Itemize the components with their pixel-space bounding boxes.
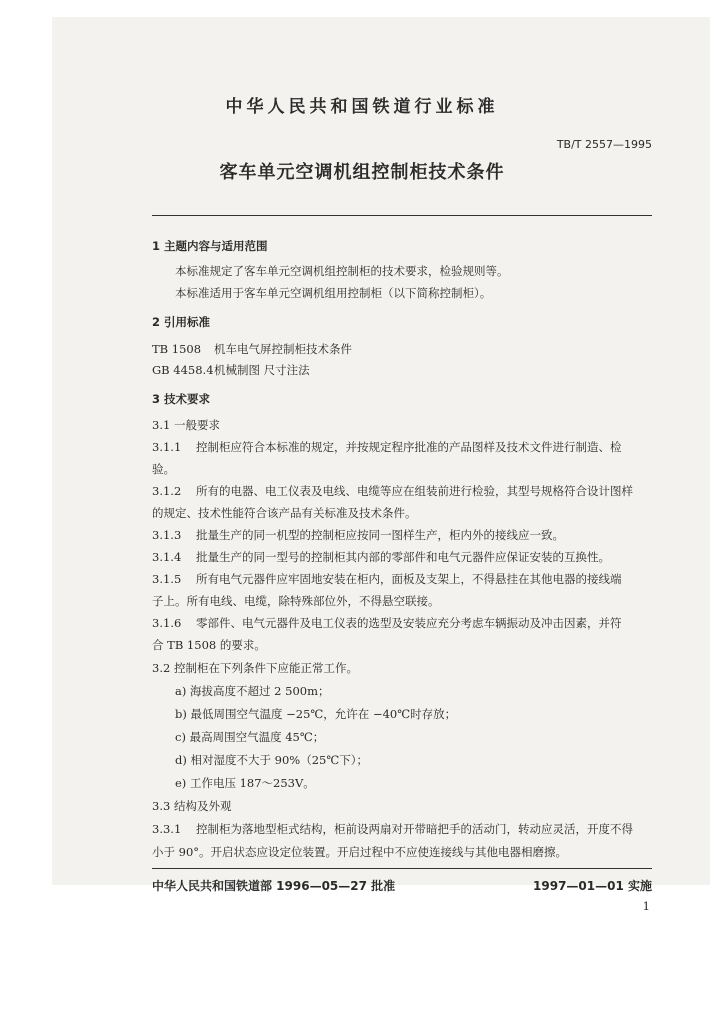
header-divider — [152, 215, 652, 216]
page-number: 1 — [642, 899, 650, 913]
document-title: 客车单元空调机组控制柜技术条件 — [219, 162, 505, 183]
clause-number: 3.1.4 — [152, 550, 182, 564]
clause-3-3-1-line-1 — [152, 821, 633, 837]
clause-3-1-3 — [152, 527, 564, 543]
reference-row — [152, 341, 352, 357]
condition-item: a) 海拔高度不超过 2 500m； — [175, 684, 330, 698]
clause-3-3-1-line-2: 小于 90°。开启状态应设定位装置。开启过程中不应使连接线与其他电器相磨擦。 — [152, 845, 568, 859]
section-1-heading: 1 主题内容与适用范围 — [152, 239, 268, 253]
clause-text: 控制柜应符合本标准的规定，并按规定程序批准的产品图样及技术文件进行制造、检 — [196, 440, 622, 454]
clause-3-1-5-line-1 — [152, 571, 622, 587]
condition-item: d) 相对湿度不大于 90%（25℃下）； — [175, 753, 368, 767]
clause-text: 控制柜为落地型柜式结构，柜前设两扇对开带暗把手的活动门，转动应灵活，开度不得 — [196, 822, 633, 836]
clause-3-1-1-line-1 — [152, 439, 622, 455]
clause-number: 3.1.5 — [152, 572, 182, 586]
clause-number: 3.1.3 — [152, 528, 182, 542]
condition-item: e) 工作电压 187～253V。 — [175, 776, 315, 790]
clause-3-1-4 — [152, 549, 610, 565]
clause-text: 零部件、电气元器件及电工仪表的选型及安装应充分考虑车辆振动及冲击因素，并符 — [196, 616, 622, 630]
reference-name: 机械制图 尺寸注法 — [214, 363, 310, 377]
standard-code: TB/T 2557—1995 — [556, 138, 652, 151]
clause-text: 所有电气元器件应牢固地安装在柜内，面板及支架上，不得悬挂在其他电器的接线端 — [196, 572, 622, 586]
section-2-heading: 2 引用标准 — [152, 315, 211, 329]
footer-divider — [152, 868, 652, 869]
clause-text: 所有的电器、电工仪表及电线、电缆等应在组装前进行检验，其型号规格符合设计图样 — [196, 484, 633, 498]
clause-3-1-6-line-1 — [152, 615, 622, 631]
clause-3-1-2-line-2: 的规定、技术性能符合该产品有关标准及技术条件。 — [152, 506, 417, 520]
condition-item: c) 最高周围空气温度 45℃； — [175, 730, 325, 744]
section-1-paragraph-1: 本标准规定了客车单元空调机组控制柜的技术要求，检验规则等。 — [175, 264, 509, 278]
clause-3-1-6-line-2: 合 TB 1508 的要求。 — [152, 638, 266, 652]
reference-row — [152, 362, 310, 378]
condition-item: b) 最低周围空气温度 −25℃，允许在 −40℃时存放； — [175, 707, 457, 721]
effective-date: 1997—01—01 实施 — [533, 879, 652, 893]
clause-text: 批量生产的同一型号的控制柜其内部的零部件和电气元器件应保证安装的互换性。 — [196, 550, 610, 564]
standard-category-title: 中华人民共和国铁道行业标准 — [225, 97, 499, 117]
clause-3-1-1-line-2: 验。 — [152, 462, 175, 476]
reference-code: TB 1508 — [152, 342, 202, 356]
clause-3-1-5-line-2: 子上。所有电线、电缆，除特殊部位外，不得悬空联接。 — [152, 594, 440, 608]
clause-3-1-heading: 3.1 一般要求 — [152, 418, 220, 432]
clause-number: 3.1.1 — [152, 440, 182, 454]
clause-number: 3.3.1 — [152, 822, 182, 836]
clause-number: 3.1.6 — [152, 616, 182, 630]
clause-3-1-2-line-1 — [152, 483, 633, 499]
section-3-heading: 3 技术要求 — [152, 392, 211, 406]
clause-3-2: 3.2 控制柜在下列条件下应能正常工作。 — [152, 661, 358, 675]
clause-number: 3.1.2 — [152, 484, 182, 498]
clause-3-3: 3.3 结构及外观 — [152, 799, 232, 813]
reference-code: GB 4458.4 — [152, 363, 214, 377]
section-1-paragraph-2: 本标准适用于客车单元空调机组用控制柜（以下简称控制柜）。 — [175, 286, 492, 300]
approval-note: 中华人民共和国铁道部 1996—05—27 批准 — [152, 879, 396, 893]
reference-name: 机车电气屏控制柜技术条件 — [214, 342, 352, 356]
clause-text: 批量生产的同一机型的控制柜应按同一图样生产，柜内外的接线应一致。 — [196, 528, 564, 542]
